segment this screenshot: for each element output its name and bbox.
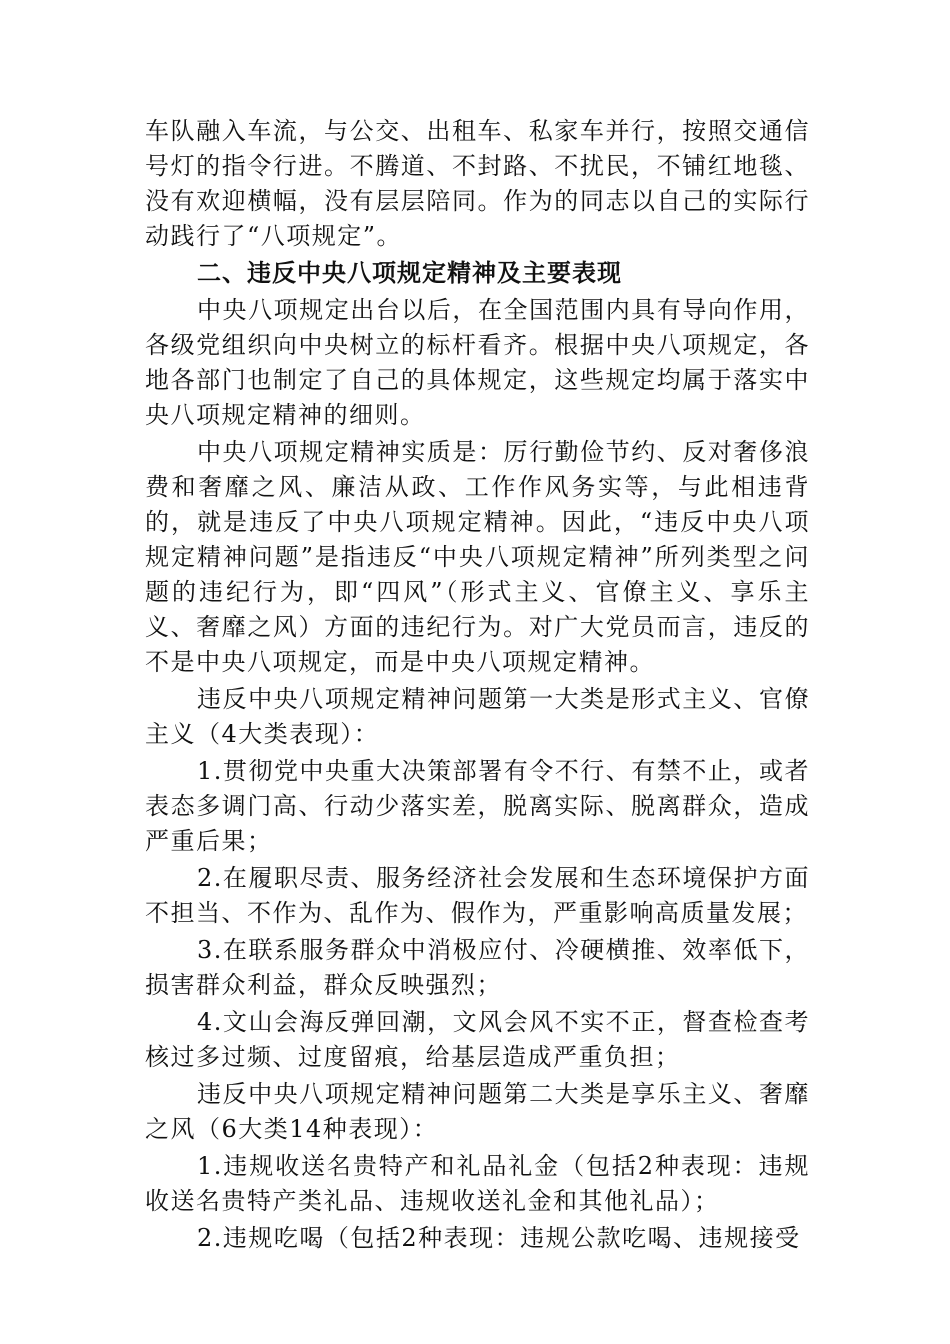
list-item: 2.在履职尽责、服务经济社会发展和生态环境保护方面不担当、不作为、乱作为、假作为，严重影响高质量发展； [145, 864, 810, 927]
paragraph: 违反中央八项规定精神问题第二大类是享乐主义、奢靡之风（6大类14种表现）： [145, 1080, 810, 1143]
paragraph: 中央八项规定精神实质是：厉行勤俭节约、反对奢侈浪费和奢靡之风、廉洁从政、工作作风务实等，与此相违背的，就是违反了中央八项规定精神。因此，“违反中央八项规定精神问题”是指违反“中央八项规定精神”所列类型之问题的违纪行为，即“四风”（形式主义、官僚主义、享乐主义、奢靡之风）方面的违纪行为。对广大党员而言，违反的不是中央八项规定，而是中央八项规定精神。 [145, 438, 810, 676]
section-heading: 二、违反中央八项规定精神及主要表现 [197, 259, 622, 287]
paragraph: 中央八项规定出台以后，在全国范围内具有导向作用，各级党组织向中央树立的标杆看齐。根据中央八项规定，各地各部门也制定了自己的具体规定，这些规定均属于落实中央八项规定精神的细则。 [145, 296, 810, 429]
paragraph-continuation: 车队融入车流，与公交、出租车、私家车并行，按照交通信号灯的指令行进。不腾道、不封路、不扰民，不铺红地毯、没有欢迎横幅，没有层层陪同。作为的同志以自己的实际行动践行了“八项规定”。 [145, 117, 810, 250]
list-item: 1.违规收送名贵特产和礼品礼金（包括2种表现：违规收送名贵特产类礼品、违规收送礼金和其他礼品）； [145, 1152, 810, 1215]
list-item: 3.在联系服务群众中消极应付、冷硬横推、效率低下，损害群众利益，群众反映强烈； [145, 936, 810, 999]
list-item: 2.违规吃喝（包括2种表现：违规公款吃喝、违规接受 [197, 1224, 801, 1252]
document-body [145, 114, 810, 1258]
list-item: 1.贯彻党中央重大决策部署有令不行、有禁不止，或者表态多调门高、行动少落实差，脱离实际、脱离群众，造成严重后果； [145, 757, 810, 855]
list-item: 4.文山会海反弹回潮，文风会风不实不正，督查检查考核过多过频、过度留痕，给基层造成严重负担； [145, 1008, 810, 1071]
paragraph: 违反中央八项规定精神问题第一大类是形式主义、官僚主义（4大类表现）： [145, 685, 810, 748]
